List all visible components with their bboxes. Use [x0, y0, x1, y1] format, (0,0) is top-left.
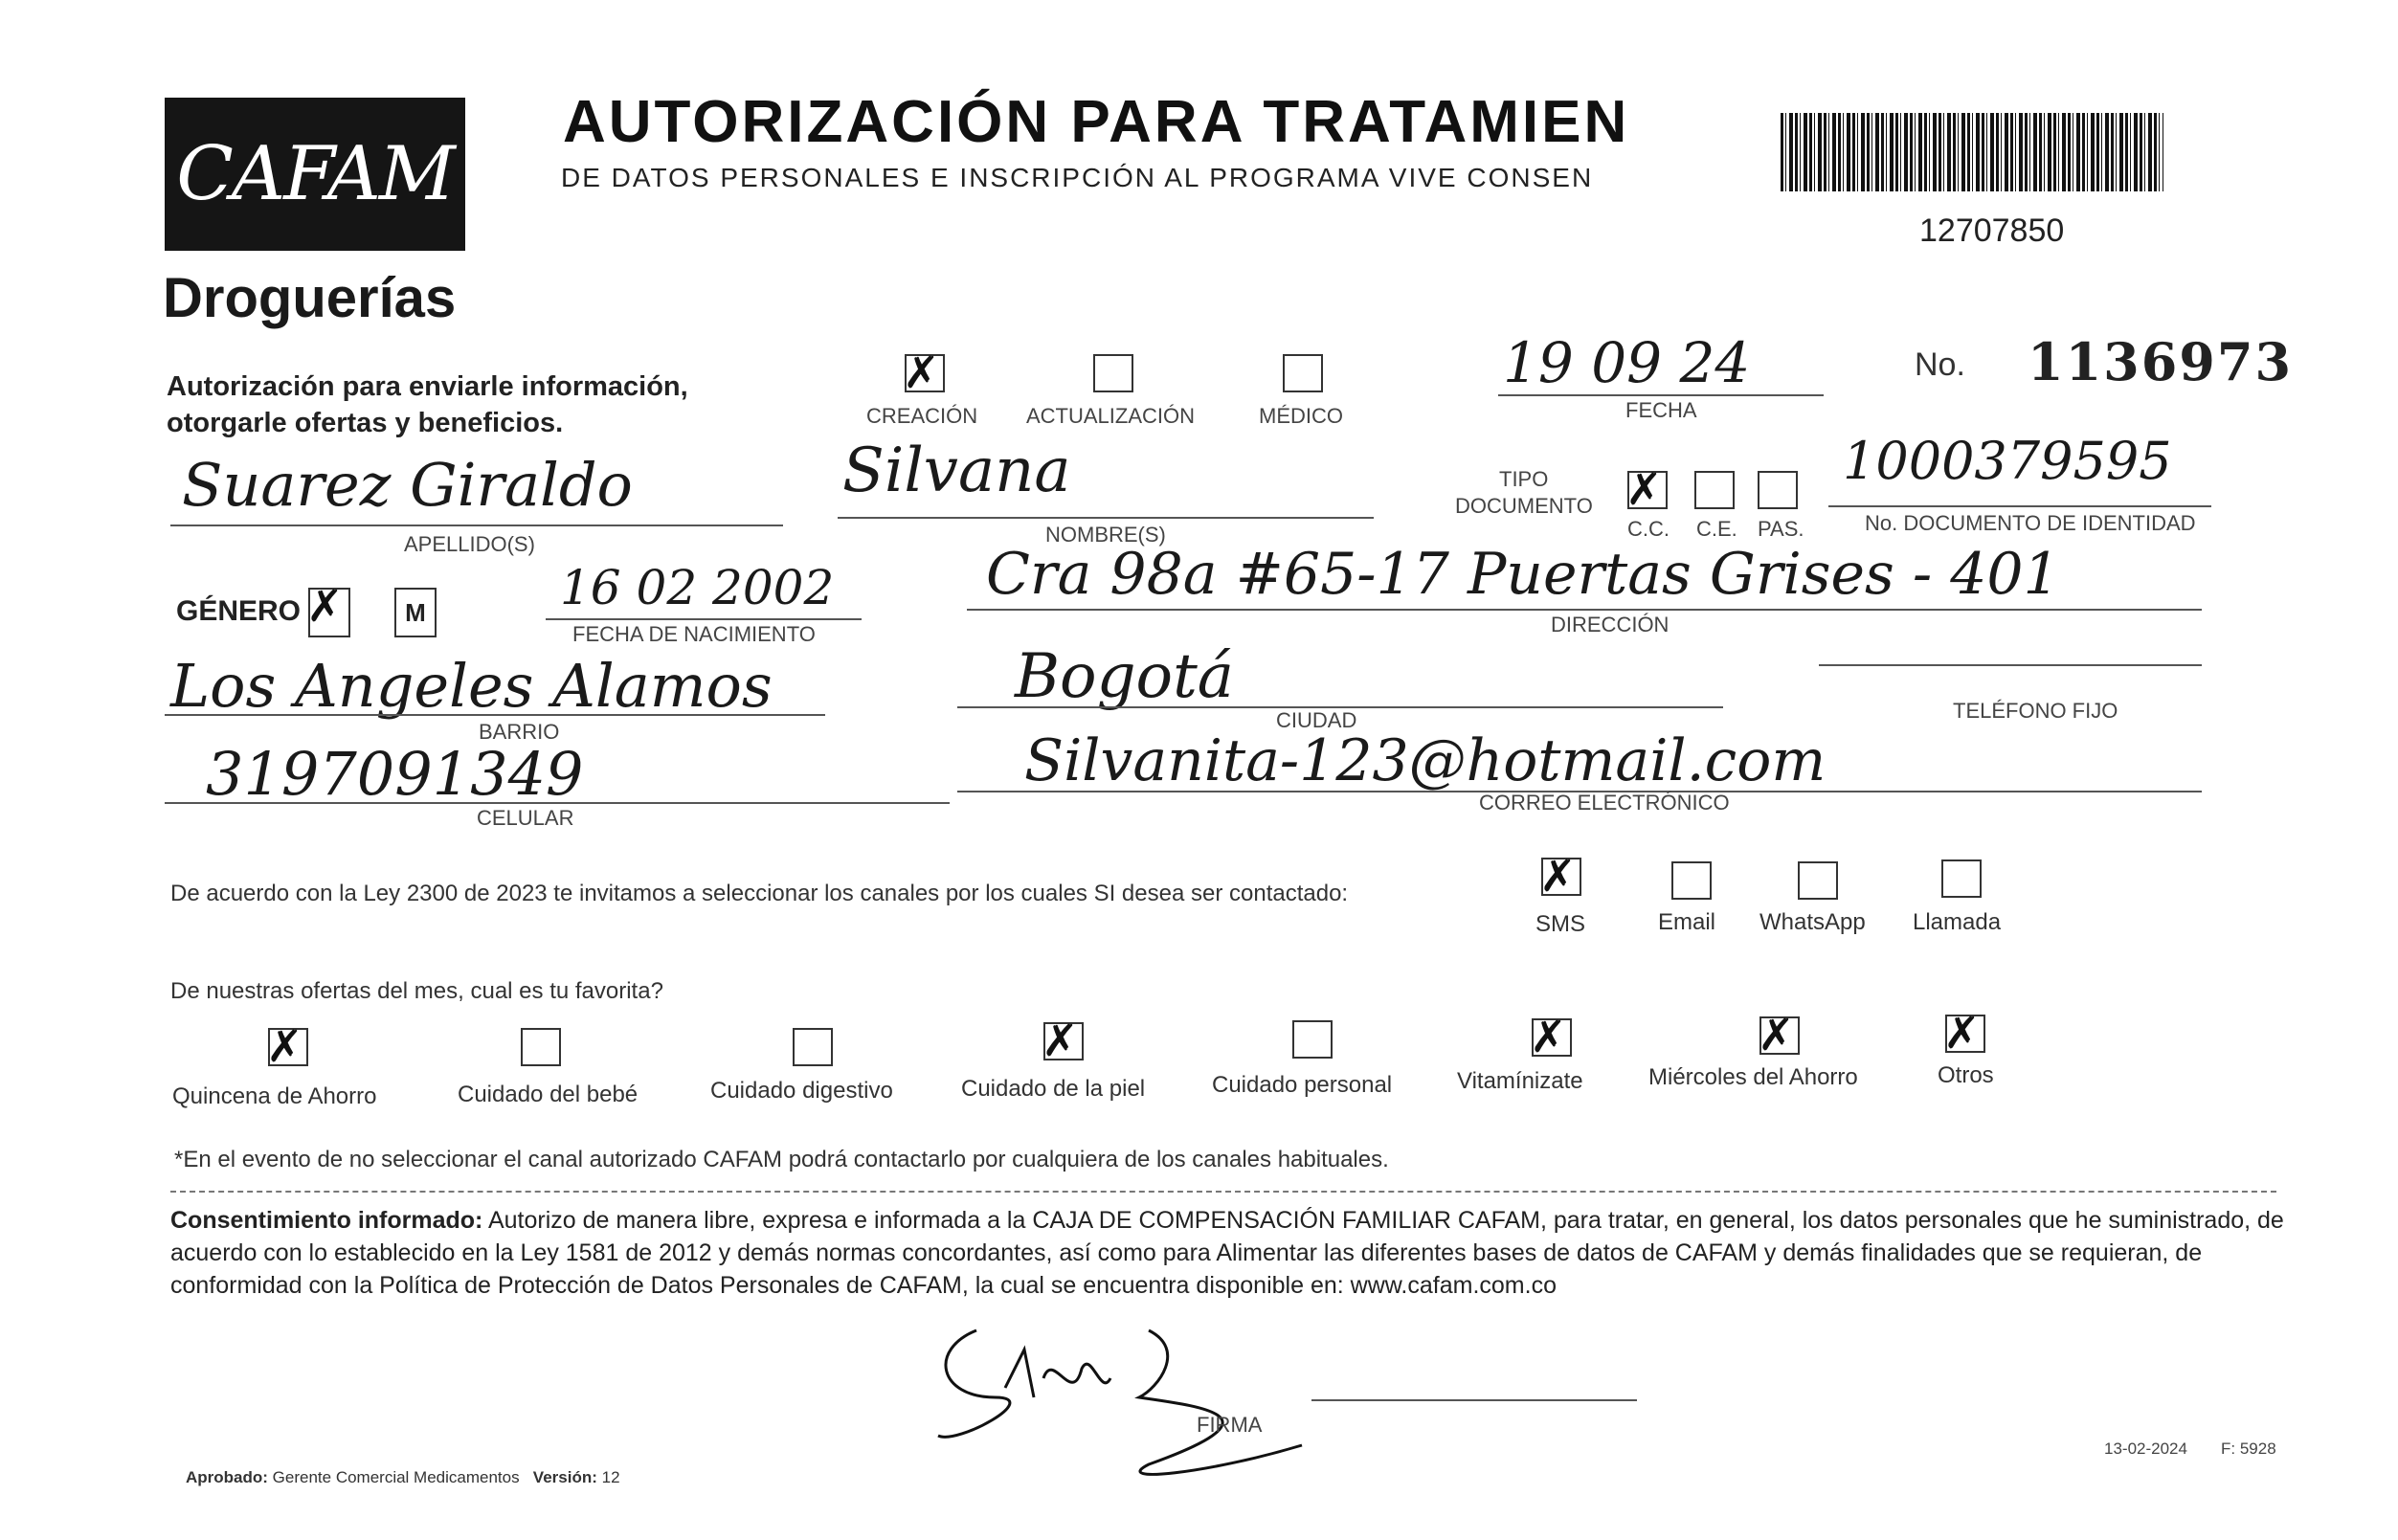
check-x-icon: ✗: [1758, 1009, 1795, 1060]
check-x-icon: ✗: [1042, 1015, 1079, 1066]
footer-date: 13-02-2024: [2104, 1440, 2187, 1458]
signature-scribble: [919, 1311, 1321, 1484]
tipo-doc-label-1: TIPO: [1499, 467, 1549, 491]
telefono-label: TELÉFONO FIJO: [1953, 699, 2118, 723]
genero-f-checkbox[interactable]: [306, 580, 350, 637]
apellidos-label: APELLIDO(S): [404, 532, 535, 556]
piel-label: Cuidado de la piel: [961, 1076, 1146, 1102]
fecha-value: 19 09 24: [1503, 330, 1751, 395]
miercoles-checkbox[interactable]: [1758, 1009, 1800, 1060]
doc-number-value: 1000379595: [1843, 431, 2172, 491]
brand-subtitle: Droguerías: [163, 267, 457, 329]
footer-code: F: 5928: [2221, 1440, 2276, 1458]
note-text: *En el evento de no seleccionar el canal autorizado CAFAM podrá contactarlo por cualquiera de los canales habituales.: [174, 1147, 1389, 1172]
nacimiento-line: [546, 618, 862, 620]
doc-number-line: [1828, 505, 2211, 507]
check-x-icon: ✗: [266, 1020, 303, 1072]
aprobado-label: Aprobado:: [186, 1468, 268, 1486]
bebe-label: Cuidado del bebé: [458, 1082, 639, 1107]
check-x-icon: ✗: [1530, 1011, 1567, 1062]
quincena-checkbox[interactable]: [266, 1020, 308, 1072]
llamada-checkbox[interactable]: [1941, 859, 1982, 898]
sms-checkbox[interactable]: [1539, 850, 1581, 902]
version-label: Versión:: [532, 1468, 597, 1486]
signature-line: [1311, 1399, 1637, 1401]
barcode-number: 12707850: [1919, 212, 2065, 249]
pas-checkbox[interactable]: [1758, 471, 1798, 509]
cafam-logo: [165, 98, 465, 251]
consent-paragraph: [170, 1204, 2286, 1302]
quincena-label: Quincena de Ahorro: [172, 1083, 377, 1109]
tipo-doc-label-2: DOCUMENTO: [1455, 494, 1593, 518]
logo-text: CAFAM: [176, 131, 454, 217]
piel-checkbox[interactable]: [1042, 1015, 1084, 1066]
channels-question: De acuerdo con la Ley 2300 de 2023 te invitamos a seleccionar los canales por los cuales SI desea ser contactado:: [170, 881, 1349, 906]
auth-heading-1: Autorización para enviarle información,: [167, 371, 688, 402]
check-x-icon: ✗: [1625, 463, 1663, 515]
form-subtitle: DE DATOS PERSONALES E INSCRIPCIÓN AL PROGRAMA VIVE CONSEN: [561, 163, 1594, 192]
number-label: No.: [1915, 346, 1965, 383]
offers-question: De nuestras ofertas del mes, cual es tu favorita?: [170, 978, 663, 1004]
correo-value: Silvanita-123@hotmail.com: [1024, 727, 1827, 794]
doc-number-label: No. DOCUMENTO DE IDENTIDAD: [1865, 511, 2196, 535]
sms-label: SMS: [1535, 911, 1586, 937]
miercoles-label: Miércoles del Ahorro: [1648, 1064, 1858, 1090]
barrio-label: BARRIO: [479, 720, 560, 744]
digestivo-checkbox[interactable]: [793, 1028, 833, 1066]
nacimiento-value: 16 02 2002: [560, 560, 835, 615]
telefono-line: [1819, 664, 2202, 666]
direccion-value: Cra 98a #65-17 Puertas Grises - 401: [986, 541, 2060, 608]
nombres-line: [838, 517, 1374, 519]
signature-label: FIRMA: [1197, 1413, 1263, 1437]
ciudad-value: Bogotá: [1015, 641, 1234, 712]
correo-label: CORREO ELECTRÓNICO: [1479, 791, 1730, 815]
check-x-icon: ✗: [903, 346, 940, 398]
fecha-label: FECHA: [1625, 398, 1697, 422]
aprobado-value: Gerente Comercial Medicamentos: [272, 1468, 520, 1486]
barrio-value: Los Angeles Alamos: [170, 651, 773, 721]
check-x-icon: ✗: [1943, 1007, 1981, 1059]
barcode: [1781, 113, 2163, 191]
footer-approval: [186, 1468, 620, 1487]
apellidos-line: [170, 524, 783, 526]
cc-checkbox[interactable]: [1625, 463, 1668, 515]
vitaminizate-checkbox[interactable]: [1530, 1011, 1572, 1062]
check-x-icon: ✗: [306, 580, 344, 632]
otros-label: Otros: [1938, 1062, 1994, 1088]
consent-text: Autorizo de manera libre, expresa e informada a la CAJA DE COMPENSACIÓN FAMILIAR CAFAM, para tratar, en general, los datos personales que he suministrado, de acuerdo con lo establecido en la Ley 1581 de 2012 y demás normas concordantes, así como para Alimentar las diferentes bases de datos de CAFAM y demás finalidades que se requieran, de conformidad con la Política de Protección de Datos Personales de CAFAM, la cual se encuentra disponible en: www.cafam.com.co: [170, 1207, 2284, 1299]
pas-label: PAS.: [1758, 517, 1804, 541]
ce-checkbox[interactable]: [1694, 471, 1735, 509]
email-checkbox[interactable]: [1671, 861, 1712, 900]
fecha-line: [1498, 394, 1824, 396]
apellidos-value: Suarez Giraldo: [182, 450, 633, 520]
cc-label: C.C.: [1627, 517, 1670, 541]
personal-checkbox[interactable]: [1292, 1020, 1333, 1059]
form-title: AUTORIZACIÓN PARA TRATAMIEN: [563, 89, 1630, 155]
direccion-line: [967, 609, 2202, 611]
whatsapp-label: WhatsApp: [1759, 909, 1866, 935]
celular-line: [165, 802, 950, 804]
ciudad-label: CIUDAD: [1276, 708, 1357, 732]
llamada-label: Llamada: [1913, 909, 2002, 935]
actualizacion-checkbox[interactable]: [1093, 354, 1133, 392]
genero-m-checkbox[interactable]: M: [394, 588, 437, 637]
otros-checkbox[interactable]: [1943, 1007, 1985, 1059]
actualizacion-label: ACTUALIZACIÓN: [1026, 404, 1196, 428]
creacion-label: CREACIÓN: [866, 404, 978, 428]
whatsapp-checkbox[interactable]: [1798, 861, 1838, 900]
bebe-checkbox[interactable]: [521, 1028, 561, 1066]
medico-label: MÉDICO: [1259, 404, 1343, 428]
medico-checkbox[interactable]: [1283, 354, 1323, 392]
personal-label: Cuidado personal: [1212, 1072, 1393, 1098]
consent-heading: Consentimiento informado:: [170, 1207, 483, 1234]
vitaminizate-label: Vitamínizate: [1457, 1068, 1583, 1094]
divider: [170, 1191, 2276, 1193]
celular-label: CELULAR: [477, 806, 574, 830]
barrio-line: [165, 714, 825, 716]
creacion-checkbox[interactable]: [903, 346, 945, 398]
form-number: 1136973: [2028, 331, 2294, 392]
email-label: Email: [1658, 909, 1716, 935]
nombres-label: NOMBRE(S): [1045, 523, 1166, 547]
ce-label: C.E.: [1696, 517, 1737, 541]
genero-label: GÉNERO: [176, 595, 302, 627]
auth-heading-2: otorgarle ofertas y beneficios.: [167, 408, 564, 438]
nacimiento-label: FECHA DE NACIMIENTO: [572, 622, 816, 646]
digestivo-label: Cuidado digestivo: [710, 1078, 893, 1104]
check-x-icon: ✗: [1539, 850, 1577, 902]
direccion-label: DIRECCIÓN: [1551, 613, 1670, 636]
version-value: 12: [601, 1468, 620, 1486]
nombres-value: Silvana: [842, 435, 1071, 506]
celular-value: 3197091349: [206, 739, 584, 809]
